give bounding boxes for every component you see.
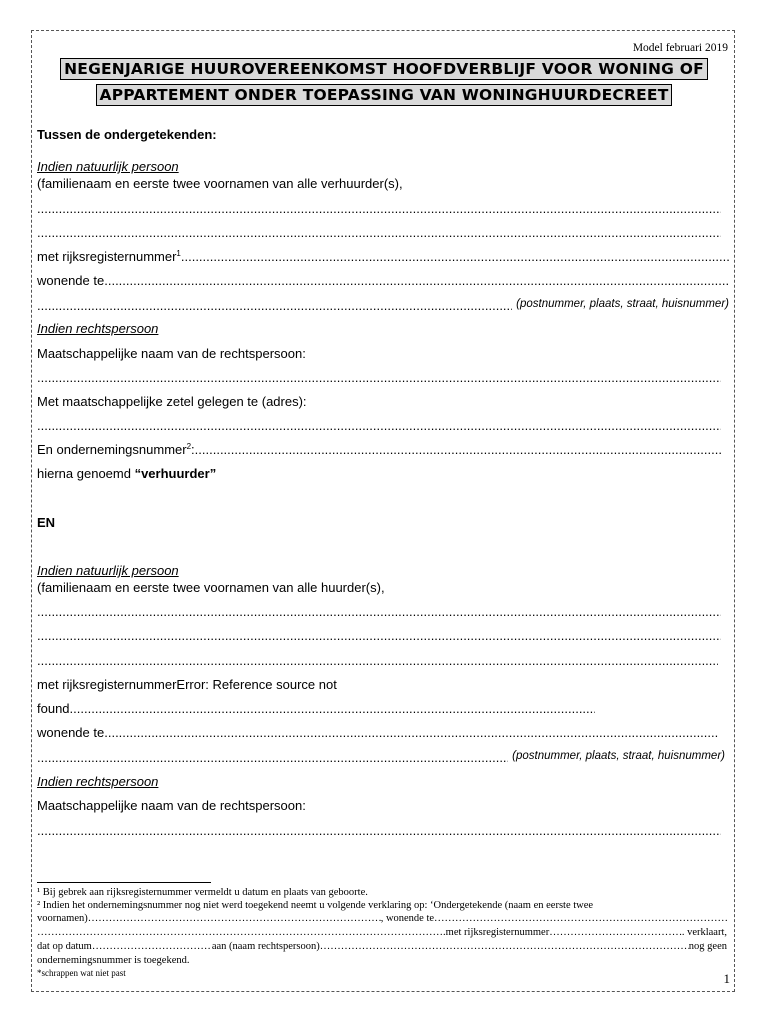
tenant-address-field[interactable] [37,750,508,765]
tenant-name-field-2[interactable] [37,628,721,643]
landlord-name-field-1[interactable] [37,201,721,216]
tenant-natural-heading: Indien natuurlijk persoon [37,563,179,578]
footnote-2-line-2: voornamen) …………………………………………………………………………………………………………………………………………… , wonende te …………………………………………………………………………………………………………………………………………… [37,912,727,926]
page-number: 1 [723,971,730,986]
tenant-rrn-field[interactable] [70,701,595,716]
and-separator: EN [37,515,56,530]
landlord-called-label: hierna genoemd [37,466,135,481]
landlord-residence-label: wonende te [37,273,105,288]
tenant-company-name-field[interactable] [37,823,721,838]
landlord-address-field[interactable] [37,298,512,313]
landlord-rrn-row [37,249,729,264]
footnote-2-line-5: ondernemingsnummer is toegekend. [37,955,190,966]
footnote-ref-1: 1 [176,249,181,258]
footnote-2-line-3: …………………………………………………………………………………………………………………………………………… .met rijksregisternummer …………………………………………………………………………………………………………………………………………… .. verklaart, [37,926,727,940]
tenant-name-field-3[interactable] [37,653,718,668]
tenant-address-row [37,750,725,765]
parties-intro: Tussen de ondergetekenden: [37,127,217,142]
landlord-enterprise-row: En ondernemingsnummer 2 : ..... [37,442,721,457]
strike-note: *schrappen wat niet past [37,968,126,978]
landlord-called-row [37,466,216,481]
landlord-rrn-field[interactable] [181,249,729,264]
landlord-seat-field[interactable] [37,418,721,433]
tenant-rrn-label: met rijksregisternummerError: Reference source not [37,677,337,692]
landlord-name-field-2[interactable] [37,225,721,240]
landlord-enterprise-label: En ondernemingsnummer [37,442,187,457]
landlord-company-name-field[interactable] [37,370,721,385]
tenant-legal-heading: Indien rechtspersoon [37,774,159,789]
landlord-residence-row [37,273,729,288]
landlord-rrn-label: met rijksregisternummer [37,249,177,264]
footnote-divider [37,882,211,883]
landlord-role-name: “verhuurder” [134,466,217,481]
tenant-residence-field[interactable] [104,725,718,740]
landlord-enterprise-field[interactable] [195,442,721,457]
document-title-line-1: NEGENJARIGE HUUROVEREENKOMST HOOFDVERBLIJF VOOR WONING OF [0,58,768,80]
footnote-ref-2: 2 [186,442,192,451]
footnote-2-line-1: ² Indien het ondernemingsnummer nog niet werd toegekend neemt u volgende verklaring op: ‘Ondergetekende (naam en eerste twee [37,900,594,911]
footnote-2-line-4: dat op datum …………………………………………………………………………………………………………………………………………… aan (naam rechtspersoon) …………………………………………………………………………………………………………………………………………… nog geen [37,940,727,954]
tenant-address-hint: (postnummer, plaats, straat, huisnummer) [512,750,725,762]
landlord-seat-label: Met maatschappelijke zetel gelegen te (adres): [37,394,307,409]
tenant-rrn-row [37,701,595,716]
tenant-rrn-found: found [37,701,70,716]
tenant-company-name-label: Maatschappelijke naam van de rechtspersoon: [37,798,306,813]
landlord-company-name-label: Maatschappelijke naam van de rechtspersoon: [37,346,306,361]
landlord-address-row [37,298,729,313]
landlord-residence-field[interactable] [104,273,729,288]
tenant-natural-desc: (familienaam en eerste twee voornamen van alle huurder(s), [37,580,385,595]
landlord-legal-heading: Indien rechtspersoon [37,321,159,336]
landlord-natural-heading: Indien natuurlijk persoon [37,159,179,174]
document-title-line-2: APPARTEMENT ONDER TOEPASSING VAN WONINGHUURDECREET [0,84,768,106]
model-version: Model februari 2019 [632,42,728,54]
tenant-residence-label: wonende te [37,725,105,740]
tenant-residence-row [37,725,718,740]
landlord-natural-desc: (familienaam en eerste twee voornamen van alle verhuurder(s), [37,176,403,191]
footnote-1: ¹ Bij gebrek aan rijksregisternummer vermeldt u datum en plaats van geboorte. [37,887,368,898]
page-border [31,30,735,992]
landlord-address-hint: (postnummer, plaats, straat, huisnummer) [516,298,729,310]
tenant-name-field-1[interactable] [37,604,721,619]
